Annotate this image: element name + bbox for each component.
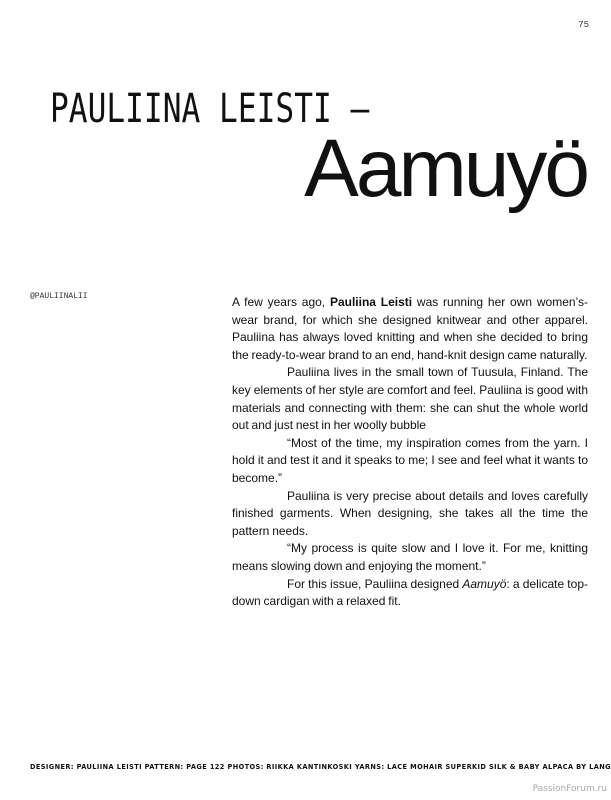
design-text-end: : a delicate top-down cardigan with a relaxed fit. <box>232 576 588 609</box>
design-title-heading: Aamuyö <box>304 123 587 214</box>
watermark: PassionForum.ru <box>532 784 607 794</box>
design-name-italic: Aamuyö <box>462 576 507 591</box>
paragraph-quote-inspiration: “Most of the time, my inspiration comes from the yarn. I hold it and test it and it speaks to me; I see and feel what it wants to become.” <box>232 435 588 485</box>
paragraph-intro <box>232 294 588 364</box>
credits-line: DESIGNER: PAULIINA LEISTI PATTERN: PAGE 122 PHOTOS: RIIKKA KANTINKOSKI YARNS: LACE MOHAIR SUPERKID SILK & BABY ALPACA BY LANG <box>30 763 611 771</box>
article-body <box>232 294 588 611</box>
intro-text-start: A few years ago, <box>232 295 330 309</box>
paragraph-design <box>232 576 588 611</box>
designer-name-heading: PAULIINA LEISTI — <box>50 86 370 132</box>
paragraph-style: Pauliina lives in the small town of Tuusula, Finland. The key elements of her style are comfort and feel. Pauliina is good with materials and connecting with them: she can shut the whole world out and just nest in her woolly bubble <box>232 365 588 433</box>
page-number: 75 <box>578 20 589 30</box>
designer-name-bold: Pauliina Leisti <box>329 295 413 309</box>
paragraph-details: Pauliina is very precise about details and loves carefully finished garments. When designing, she takes all the time the pattern needs. <box>232 488 588 538</box>
intro-text-end: was running her own women’s-wear brand, for which she designed knitwear and other apparel. Pauliina has always loved knitting and when she decided to bring the ready-to-wear brand to an end, hand-knit design came naturally. <box>232 295 588 362</box>
design-text-start: For this issue, Pauliina designed <box>287 576 463 591</box>
instagram-handle: @PAULIINALII <box>30 292 88 301</box>
paragraph-quote-process: “My process is quite slow and I love it. For me, knitting means slowing down and enjoying the moment.” <box>232 541 588 573</box>
